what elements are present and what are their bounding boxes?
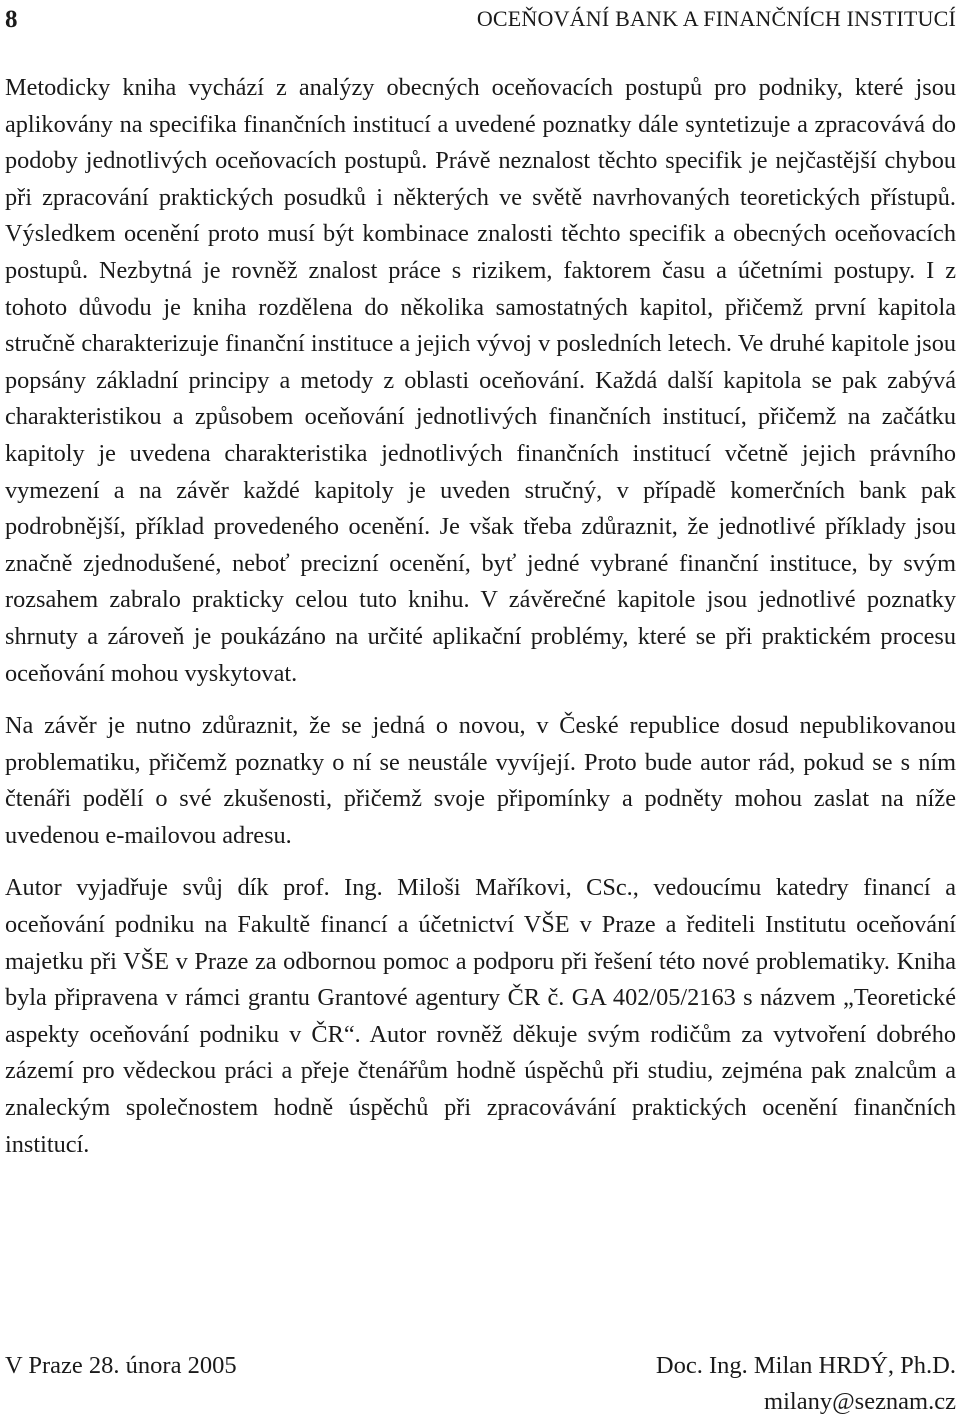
paragraph-feedback: Na závěr je nutno zdůraznit, že se jedná o novou, v České republice dosud nepublikovanou problematiku, přičemž poznatky o ní se neustále vyvíjejí. Proto bude autor rád, pokud se s ním čtenáři podělí o své zkušenosti, přičemž svoje připomínky a podněty mohou zaslat na níže uvedenou e-mailovou adresu. bbox=[5, 712, 956, 849]
paragraph-intro: Metodicky kniha vychází z analýzy obecných oceňovacích postupů pro podniky, které jsou aplikovány na specifika finančních institucí a uvedené poznatky dále syntetizuje a zpracovává do podoby jednotlivých oceňovacích postupů. Právě neznalost těchto specifik je nejčastější chybou při zpracování praktických posudků i některých ve světě navrhovaných teoretických přístupů. Výsledkem ocenění proto musí být kombinace znalosti těchto specifik a obecných oceňovacích postupů. Nezbytná je rovněž znalost práce s rizikem, faktorem času a účetními postupy. I z tohoto důvodu je kniha rozdělena do několika samostatných kapitol, přičemž první kapitola stručně charakterizuje finanční instituce a jejich vývoj v posledních letech. Ve druhé kapitole jsou popsány základní principy a metody z oblasti oceňování. Každá další kapitola se pak zabývá charakteristikou a způsobem oceňování jednotlivých finančních institucí, přičemž na začátku kapitoly je uvedena charakteristika jednotlivých finančních institucí včetně jejich právního vymezení a na závěr každé kapitoly je uveden stručný, v případě komerčních bank pak podrobnější, příklad provedeného ocenění. Je však třeba zdůraznit, že jednotlivé příklady jsou značně zjednodušené, neboť precizní ocenění, byť jedné vybrané finanční instituce, by svým rozsahem zabralo prakticky celou tuto knihu. V závěrečné kapitole jsou jednotlivé poznatky shrnuty a zároveň je poukázáno na určité aplikační problémy, které se při praktickém procesu oceňování mohou vyskytovat. bbox=[5, 74, 956, 687]
page-number: 8 bbox=[5, 6, 18, 33]
signoff bbox=[5, 1348, 956, 1418]
running-header-title: OCEŇOVÁNÍ BANK A FINANČNÍCH INSTITUCÍ bbox=[476, 6, 956, 31]
paragraph-acknowledgements: Autor vyjadřuje svůj dík prof. Ing. Miloši Maříkovi, CSc., vedoucímu katedry financí a oceňování podniku na Fakultě financí a účetnictví VŠE v Praze a řediteli Institutu oceňování majetku při VŠE v Praze za odbornou pomoc a podporu při řešení této nové problematiky. Kniha byla připravena v rámci grantu Grantové agentury ČR č. GA 402/05/2163 s názvem „Teoretické aspekty oceňování podniku v ČR“. Autor rovněž děkuje svým rodičům za vytvoření dobrého zázemí pro vědeckou práci a přeje čtenářům hodně úspěchů při studiu, zejména pak znalcům a znaleckým společnostem hodně úspěchů při zpracovávání praktických ocenění finančních institucí. bbox=[5, 874, 956, 1158]
author-email: milany@seznam.cz bbox=[764, 1388, 956, 1415]
place-date: V Praze 28. února 2005 bbox=[5, 1352, 237, 1379]
author-name: Doc. Ing. Milan HRDÝ, Ph.D. bbox=[655, 1352, 956, 1379]
document-page bbox=[5, 0, 956, 1418]
body-text bbox=[5, 70, 956, 1179]
author-block bbox=[656, 1348, 956, 1420]
running-header bbox=[5, 6, 956, 38]
